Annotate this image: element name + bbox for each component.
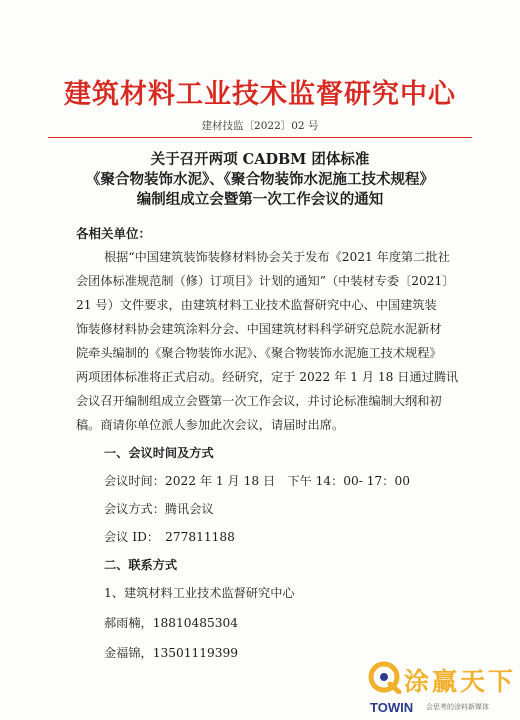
watermark-logo bbox=[368, 660, 516, 716]
section-heading-meeting: 一、会议时间及方式 bbox=[104, 446, 214, 460]
org-title: 建筑材料工业技术监督研究中心 bbox=[64, 79, 456, 110]
logo-name-cn: 涂赢天下 bbox=[404, 667, 517, 696]
paragraph-line: 21 号）文件要求，由建筑材料工业技术监督研究中心、中国建筑装 bbox=[76, 298, 437, 312]
meeting-time: 会议时间：2022 年 1 月 18 日 下午 14：00- 17：00 bbox=[104, 474, 410, 488]
paragraph-line: 会团体标准规范制（修）订项目》计划的通知”（中装材专委〔2021〕 bbox=[76, 274, 455, 288]
doc-number: 建材技监〔2022〕02 号 bbox=[201, 120, 319, 132]
meeting-method: 会议方式：腾讯会议 bbox=[104, 502, 214, 516]
contact-org: 1、建筑材料工业技术监督研究中心 bbox=[104, 586, 295, 600]
contact-person-2: 金福锦，13501119399 bbox=[104, 646, 239, 660]
towin-logo-icon bbox=[368, 660, 402, 694]
salutation: 各相关单位： bbox=[76, 226, 152, 241]
logo-name-en: TOWIN bbox=[370, 700, 414, 715]
paragraph-line: 会议召开编制组成立会暨第一次工作会议，并讨论标准编制大纲和初 bbox=[76, 394, 442, 408]
header-divider bbox=[48, 137, 472, 138]
paragraph-line: 饰装修材料协会建筑涂料分会、中国建筑材料科学研究总院水泥新材 bbox=[76, 322, 442, 336]
logo-slogan: 会思考的涂料新媒体 bbox=[426, 703, 489, 711]
contact-person-1: 郝雨楠，18810485304 bbox=[104, 616, 239, 630]
subject-line-3: 编制组成立会暨第一次工作会议的通知 bbox=[136, 191, 384, 208]
paragraph-line: 根据“中国建筑装饰装修材料协会关于发布《2021 年度第二批社 bbox=[104, 250, 450, 264]
paragraph-line: 两项团体标准将正式启动。经研究，定于 2022 年 1 月 18 日通过腾讯 bbox=[76, 370, 459, 384]
subject-line-2: 《聚合物装饰水泥》、《聚合物装饰水泥施工技术规程》 bbox=[86, 171, 434, 188]
notice-subject bbox=[0, 150, 520, 210]
section-heading-contact: 二、联系方式 bbox=[104, 558, 178, 572]
paragraph-line: 院牵头编制的《聚合物装饰水泥》、《聚合物装饰水泥施工技术规程》 bbox=[76, 346, 442, 360]
paragraph-line: 稿。商请你单位派人参加此次会议，请届时出席。 bbox=[76, 418, 345, 432]
meeting-id: 会议 ID： 277811188 bbox=[104, 530, 235, 544]
subject-line-1: 关于召开两项 CADBM 团体标准 bbox=[150, 151, 370, 168]
